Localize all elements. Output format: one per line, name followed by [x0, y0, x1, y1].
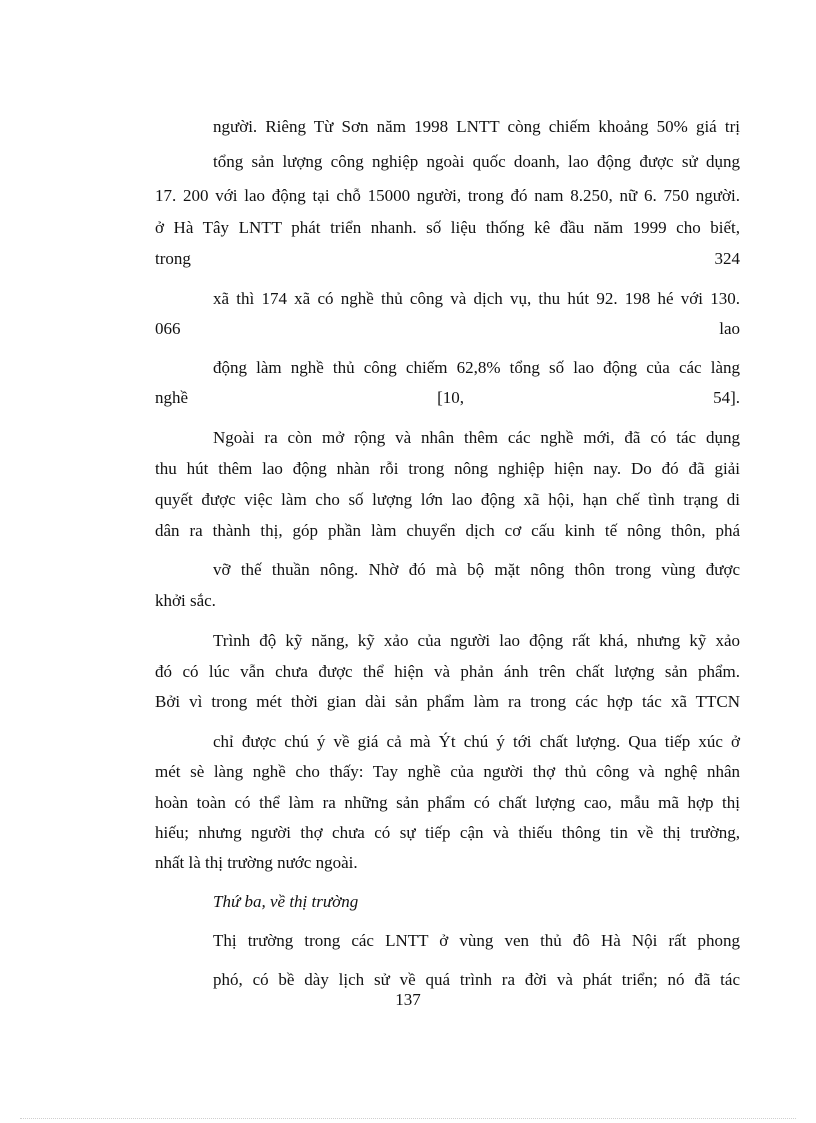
page-bottom-border — [20, 1118, 796, 1119]
text-line: Ngoài ra còn mở rộng và nhân thêm các nghề mới, đã có tác dụng — [213, 428, 740, 447]
text-line: khởi sắc. — [155, 591, 216, 610]
text-fragment: 324 — [714, 249, 740, 268]
text-line — [155, 249, 740, 269]
text-fragment: 54]. — [713, 388, 740, 407]
text-line: xã thì 174 xã có nghề thủ công và dịch vụ, thu hút 92. 198 hé với 130. — [213, 289, 740, 308]
text-line: Trình độ kỹ năng, kỹ xảo của người lao động rất khá, nhưng kỹ xảo — [213, 631, 740, 650]
text-line: mét sè làng nghề cho thấy: Tay nghề của người thợ thủ công và nghệ nhân — [155, 762, 740, 781]
text-line: Bởi vì trong mét thời gian dài sản phẩm làm ra trong các hợp tác xã TTCN — [155, 692, 740, 711]
text-line: hoàn toàn có thể làm ra những sản phẩm có chất lượng cao, mẫu mã hợp thị — [155, 793, 740, 812]
text-line: người. Riêng Từ Sơn năm 1998 LNTT còng chiếm khoảng 50% giá trị — [213, 117, 740, 136]
text-line: nhất là thị trường nước ngoài. — [155, 853, 358, 872]
text-line — [155, 388, 740, 408]
section-heading: Thứ ba, về thị trường — [213, 892, 359, 911]
text-fragment: 066 — [155, 319, 181, 338]
text-line: 17. 200 với lao động tại chỗ 15000 người, trong đó nam 8.250, nữ 6. 750 người. — [155, 186, 740, 205]
text-fragment: lao — [719, 319, 740, 338]
text-line: phó, có bề dày lịch sử về quá trình ra đời và phát triển; nó đã tác — [213, 970, 740, 989]
text-line: Thị trường trong các LNTT ở vùng ven thủ đô Hà Nội rất phong — [213, 931, 740, 950]
text-fragment: nghề — [155, 388, 189, 407]
text-line: dân ra thành thị, góp phần làm chuyển dịch cơ cấu kinh tế nông thôn, phá — [155, 521, 740, 540]
text-line: đó có lúc vẫn chưa được thể hiện và phản ánh trên chất lượng sản phẩm. — [155, 662, 740, 681]
text-line — [155, 319, 740, 339]
text-fragment: [10, — [437, 388, 465, 407]
text-line: động làm nghề thủ công chiếm 62,8% tổng số lao động của các làng — [213, 358, 740, 377]
page-number: 137 — [395, 990, 421, 1009]
text-line: vỡ thế thuần nông. Nhờ đó mà bộ mặt nông thôn trong vùng được — [213, 560, 740, 579]
text-line: tổng sản lượng công nghiệp ngoài quốc doanh, lao động được sử dụng — [213, 152, 740, 171]
text-line: hiếu; nhưng người thợ chưa có sự tiếp cận và thiếu thông tin về thị trường, — [155, 823, 740, 842]
text-line: chỉ được chú ý về giá cả mà Ýt chú ý tới chất lượng. Qua tiếp xúc ở — [213, 732, 740, 751]
text-line: thu hút thêm lao động nhàn rỗi trong nông nghiệp hiện nay. Do đó đã giải — [155, 459, 740, 478]
text-line: quyết được việc làm cho số lượng lớn lao động xã hội, hạn chế tình trạng di — [155, 490, 740, 509]
text-line: ở Hà Tây LNTT phát triển nhanh. số liệu thống kê đầu năm 1999 cho biết, — [155, 218, 740, 237]
text-fragment: trong — [155, 249, 191, 268]
